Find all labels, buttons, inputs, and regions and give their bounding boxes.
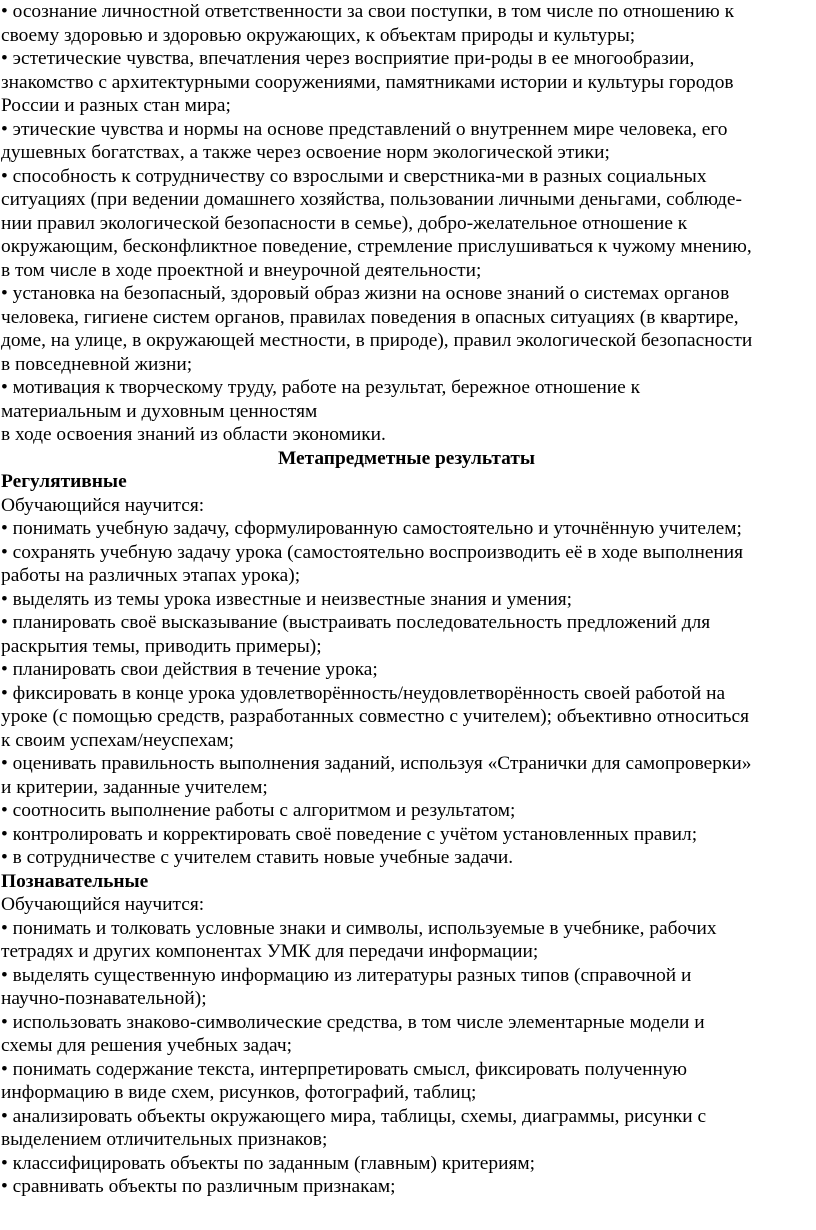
text-line: нии правил экологической безопасности в семье), добро-желательное отношение к — [1, 212, 688, 234]
text-line: работы на различных этапах урока); — [1, 565, 301, 586]
text-line: • установка на безопасный, здоровый образ жизни на основе знаний о системах органов — [1, 283, 730, 304]
text-line: своему здоровью и здоровью окружающих, к объектам природы и культуры; — [1, 24, 636, 46]
text-line: • способность к сотрудничеству со взрослыми и сверстника-ми в разных социальных — [1, 165, 707, 187]
text-line: тетрадях и других компонентах УМК для передачи информации; — [1, 941, 539, 962]
text-line: • анализировать объекты окружающего мира, таблицы, схемы, диаграммы, рисунки с — [1, 1105, 707, 1127]
text-line: Обучающийся научится: — [1, 894, 205, 915]
text-line: раскрытия темы, приводить примеры); — [1, 635, 322, 657]
text-line: • планировать свои действия в течение урока; — [1, 659, 378, 680]
text-line: России и разных стан мира; — [1, 95, 231, 116]
text-line: научно-познавательной); — [1, 988, 207, 1009]
text-line: к своим успехам/неуспехам; — [1, 729, 235, 751]
text-line: • планировать своё высказывание (выстраивать последовательность предложений для — [1, 612, 711, 633]
text-line: • эстетические чувства, впечатления через восприятие при-роды в ее многообразии, — [1, 48, 695, 69]
text-line: • выделять существенную информацию из литературы разных типов (справочной и — [1, 964, 692, 986]
text-line: и критерии, заданные учителем; — [1, 776, 268, 798]
text-line: • понимать содержание текста, интерпретировать смысл, фиксировать полученную — [1, 1058, 688, 1080]
text-line: в том числе в ходе проектной и внеурочной деятельности; — [1, 259, 482, 281]
text-line: • сохранять учебную задачу урока (самостоятельно воспроизводить её в ходе выполнения — [1, 541, 744, 563]
text-line: душевных богатствах, а также через освоение норм экологической этики; — [1, 142, 610, 163]
text-line: уроке (с помощью средств, разработанных совместно с учителем); объективно относиться — [1, 706, 750, 727]
text-line: в повседневной жизни; — [1, 353, 193, 375]
text-line: • классифицировать объекты по заданным (главным) критериям; — [1, 1152, 536, 1174]
text-line: в ходе освоения знаний из области экономики. — [1, 424, 386, 445]
text-line: материальным и духовным ценностям — [1, 400, 318, 422]
text-line: ситуациях (при ведении домашнего хозяйства, пользовании личными деньгами, соблюде- — [1, 189, 742, 210]
text-line: Обучающийся научится: — [1, 494, 205, 516]
cognitive-heading: Познавательные — [1, 870, 149, 892]
text-line: • понимать учебную задачу, сформулированную самостоятельно и уточнённую учителем; — [1, 518, 742, 539]
text-line: человека, гигиене систем органов, правилах поведения в опасных ситуациях (в квартире, — [1, 306, 739, 328]
cognitive-section — [1, 893, 812, 1199]
text-line: • соотносить выполнение работы с алгоритмом и результатом; — [1, 800, 516, 821]
text-line: • оценивать правильность выполнения заданий, используя «Странички для самопроверки» — [1, 753, 752, 774]
text-line: • сравнивать объекты по различным признакам; — [1, 1176, 396, 1197]
text-line: доме, на улице, в окружающей местности, в природе), правил экологической безопасности — [1, 330, 753, 351]
text-line: • выделять из темы урока известные и неизвестные знания и умения; — [1, 588, 573, 610]
regulative-section — [1, 494, 812, 870]
personal-results-section — [1, 0, 812, 447]
text-line: информацию в виде схем, рисунков, фотографий, таблиц; — [1, 1082, 477, 1103]
text-line: • использовать знаково-символические средства, в том числе элементарные модели и — [1, 1011, 705, 1033]
regulative-heading: Регулятивные — [1, 471, 127, 492]
text-line: • в сотрудничестве с учителем ставить новые учебные задачи. — [1, 847, 514, 868]
text-line: • мотивация к творческому труду, работе на результат, бережное отношение к — [1, 377, 640, 398]
meta-results-heading: Метапредметные результаты — [277, 447, 536, 469]
text-line: схемы для решения учебных задач; — [1, 1035, 292, 1056]
text-line: • фиксировать в конце урока удовлетворённость/неудовлетворённость своей работой на — [1, 682, 726, 704]
text-line: выделением отличительных признаков; — [1, 1129, 328, 1150]
text-line: • понимать и толковать условные знаки и символы, используемые в учебнике, рабочих — [1, 917, 717, 939]
text-line: • этические чувства и нормы на основе представлений о внутреннем мире человека, его — [1, 118, 728, 140]
text-line: окружающим, бесконфликтное поведение, стремление прислушиваться к чужому мнению, — [1, 236, 752, 257]
text-line: знакомство с архитектурными сооружениями, памятниками истории и культуры городов — [1, 71, 734, 93]
text-line: • контролировать и корректировать своё поведение с учётом установленных правил; — [1, 823, 698, 845]
text-line: • осознание личностной ответственности за свои поступки, в том числе по отношению к — [1, 1, 735, 22]
